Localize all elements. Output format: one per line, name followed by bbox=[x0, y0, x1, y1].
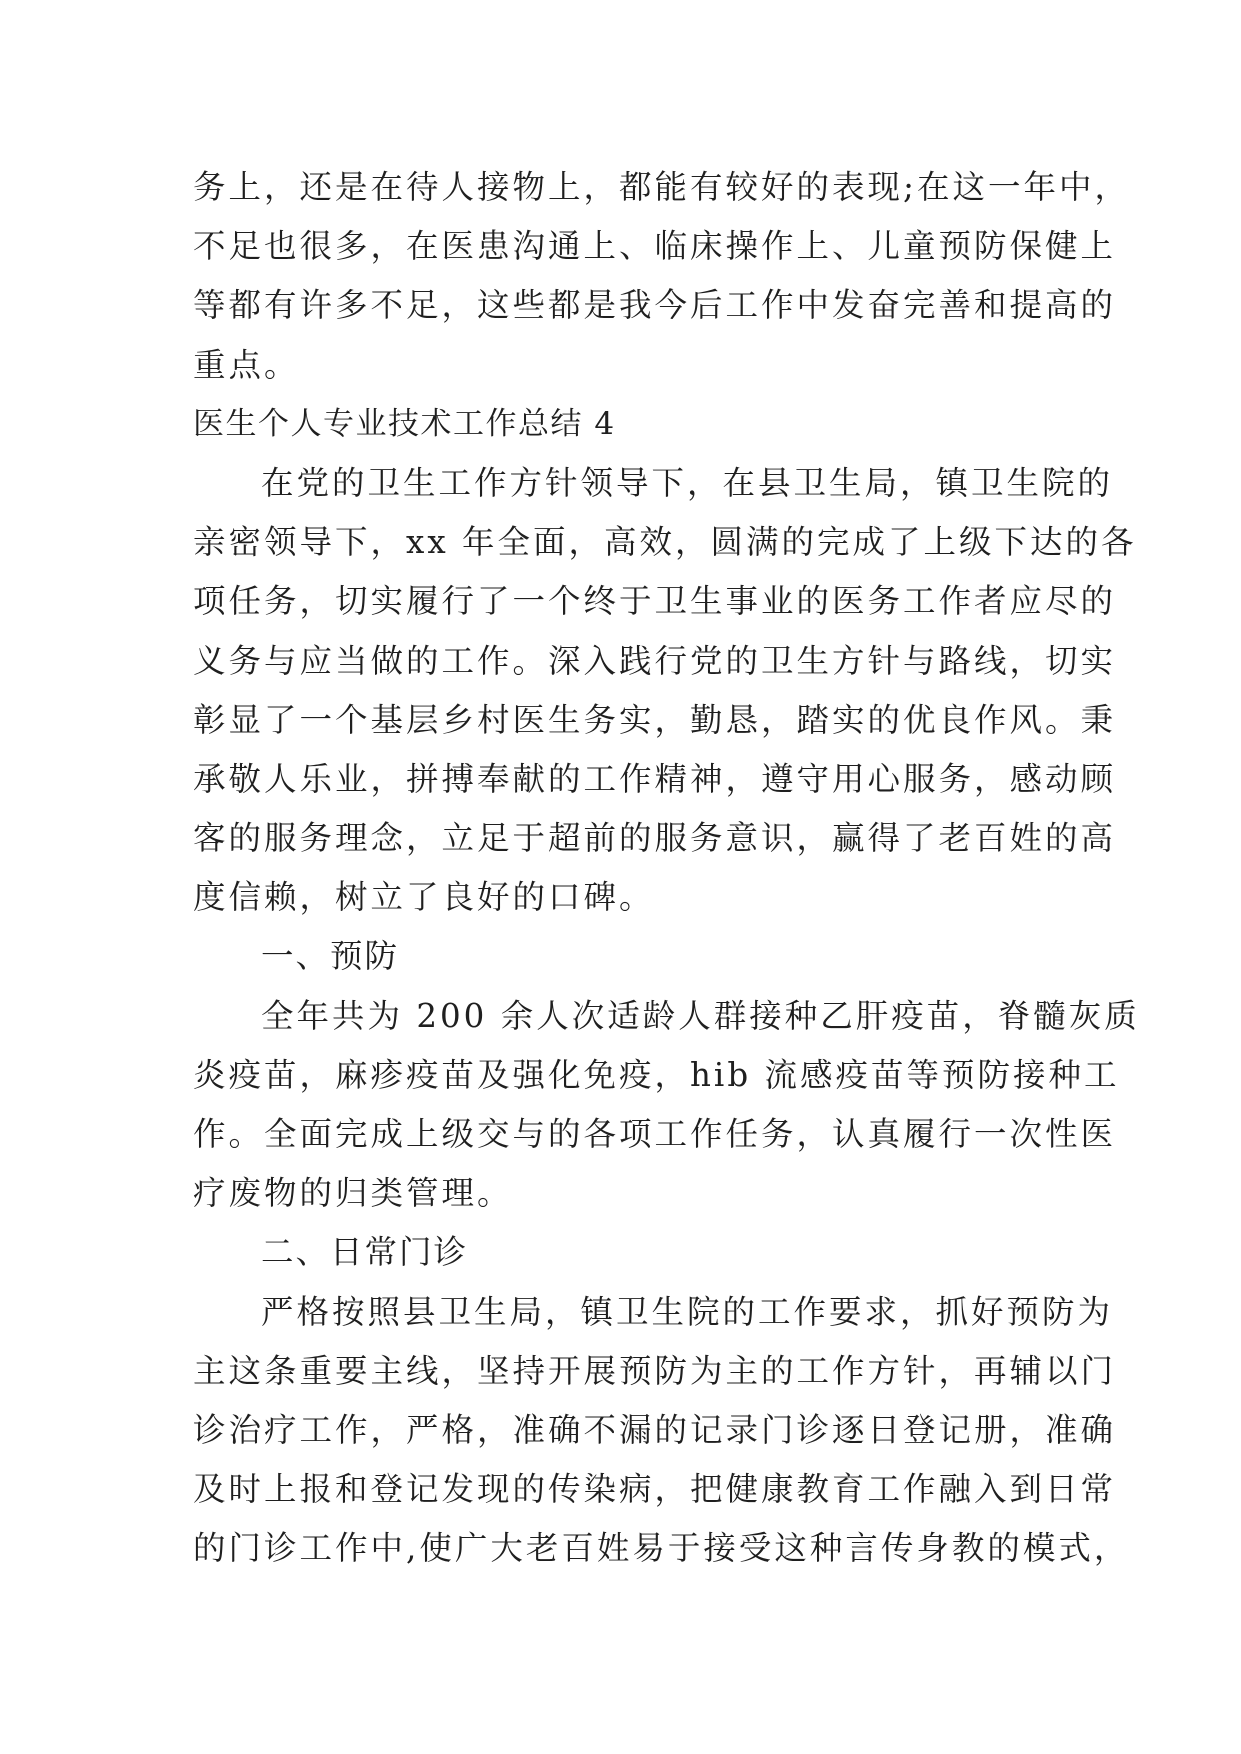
paragraph-line: 炎疫苗，麻疹疫苗及强化免疫，hib 流感疫苗等预防接种工 bbox=[193, 1055, 1120, 1094]
paragraph-line: 客的服务理念，立足于超前的服务意识，赢得了老百姓的高 bbox=[193, 819, 1117, 858]
paragraph-line: 严格按照县卫生局，镇卫生院的工作要求，抓好预防为 bbox=[261, 1292, 1114, 1331]
paragraph-line: 疗废物的归类管理。 bbox=[193, 1174, 513, 1213]
paragraph-line: 彰显了一个基层乡村医生务实，勤恳，踏实的优良作风。秉 bbox=[193, 700, 1117, 739]
paragraph-line: 义务与应当做的工作。深入践行党的卫生方针与路线，切实 bbox=[193, 641, 1117, 680]
paragraph-line: 的门诊工作中,使广大老百姓易于接受这种言传身教的模式， bbox=[193, 1529, 1130, 1568]
paragraph-line: 重点。 bbox=[193, 345, 300, 384]
section-title: 医生个人专业技术工作总结 4 bbox=[193, 405, 616, 442]
paragraph-line: 项任务，切实履行了一个终于卫生事业的医务工作者应尽的 bbox=[193, 582, 1117, 621]
paragraph-line: 务上，还是在待人接物上，都能有较好的表现;在这一年中， bbox=[193, 168, 1130, 206]
paragraph-line: 度信赖，树立了良好的口碑。 bbox=[193, 878, 655, 917]
paragraph-line: 全年共为 200 余人次适龄人群接种乙肝疫苗，脊髓灰质 bbox=[261, 996, 1140, 1035]
paragraph-line: 及时上报和登记发现的传染病，把健康教育工作融入到日常 bbox=[193, 1470, 1117, 1509]
paragraph-line: 不足也很多，在医患沟通上、临床操作上、儿童预防保健上 bbox=[193, 227, 1117, 266]
paragraph-line: 诊治疗工作，严格，准确不漏的记录门诊逐日登记册，准确 bbox=[193, 1410, 1117, 1449]
paragraph-line: 作。全面完成上级交与的各项工作任务，认真履行一次性医 bbox=[193, 1115, 1117, 1153]
paragraph-line: 亲密领导下，xx 年全面，高效，圆满的完成了上级下达的各 bbox=[193, 523, 1137, 562]
paragraph-line: 在党的卫生工作方针领导下，在县卫生局，镇卫生院的 bbox=[261, 463, 1114, 502]
section-heading-outpatient: 二、日常门诊 bbox=[261, 1233, 469, 1272]
paragraph-line: 主这条重要主线，坚持开展预防为主的工作方针，再辅以门 bbox=[193, 1351, 1117, 1390]
paragraph-line: 承敬人乐业，拼搏奉献的工作精神，遵守用心服务，感动顾 bbox=[193, 759, 1117, 798]
document-body bbox=[193, 158, 1140, 1579]
section-heading-prevention: 一、预防 bbox=[261, 937, 400, 976]
paragraph-line: 等都有许多不足，这些都是我今后工作中发奋完善和提高的 bbox=[193, 286, 1117, 325]
